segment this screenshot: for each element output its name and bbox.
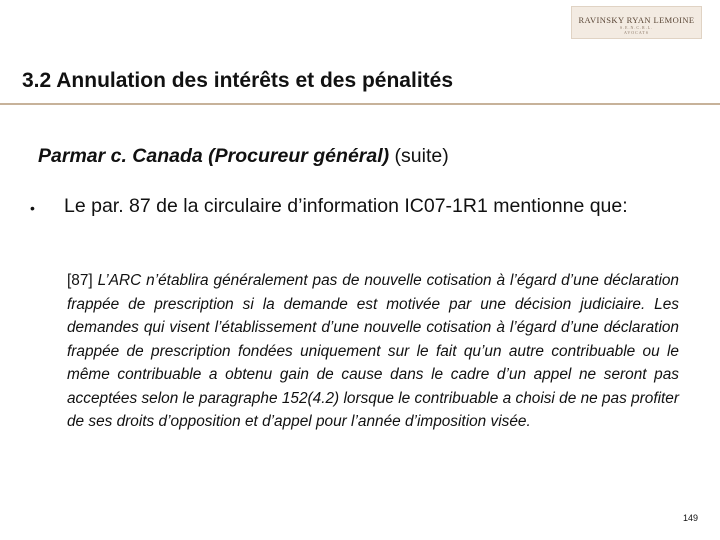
quote-reference: [87] — [67, 272, 98, 289]
page-number: 149 — [683, 513, 699, 523]
case-name: Parmar c. Canada (Procureur général) — [38, 145, 390, 167]
firm-logo — [571, 6, 702, 39]
title-divider — [0, 103, 720, 105]
quoted-paragraph — [67, 269, 679, 434]
slide-subtitle — [38, 145, 449, 168]
logo-line-2: S.E.N.C.R.L. — [619, 25, 654, 30]
slide-title: 3.2 Annulation des intérêts et des pénalités — [22, 69, 454, 92]
subtitle-suffix: (suite) — [389, 145, 449, 167]
bullet-marker: • — [30, 200, 35, 216]
logo-firm-name: RAVINSKY RYAN LEMOINE — [578, 15, 695, 25]
quote-body: L’ARC n’établira généralement pas de nouvelle cotisation à l’égard d’une déclaration frappée de prescription si la demande est motivée par une décision judiciaire. Les demandes qui visent l’établissement d’une nouvelle cotisation à l’égard d’une déclaration frappée de prescription fondées uniquement sur le fait qu’un autre contribuable ou le même contribuable a obtenu gain de cause dans le cadre d’un appel ne seront pas acceptées selon le paragraphe 152(4.2) lorsque le contribuable a choisi de ne pas profiter de ses droits d’opposition et d’appel pour l’année d’imposition visée. — [67, 272, 679, 430]
bullet-text: Le par. 87 de la circulaire d’information IC07-1R1 mentionne que: — [64, 195, 628, 217]
logo-line-3: AVOCATS — [624, 30, 649, 35]
